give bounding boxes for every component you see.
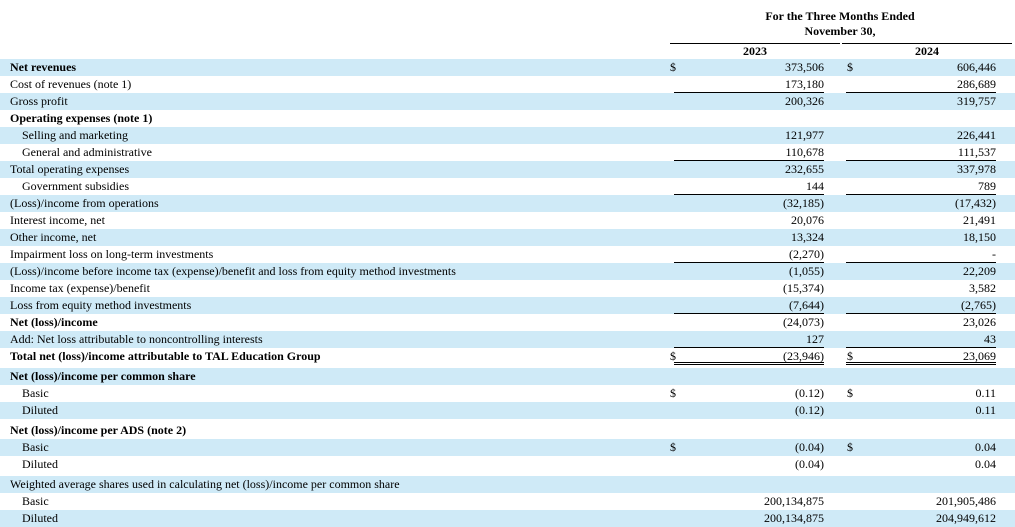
value-2023: (1,055) [789,264,824,278]
table-row [0,212,1015,229]
value-2023: 200,134,875 [764,494,824,508]
table-row [0,348,1015,365]
row-label: (Loss)/income before income tax (expense)/benefit and loss from equity method investments [10,264,456,278]
value-2023 [674,368,824,385]
row-label: Loss from equity method investments [10,298,192,312]
value-2023: 200,326 [785,94,824,108]
row-label: Cost of revenues (note 1) [10,77,132,91]
value-2024: (17,432) [955,196,996,210]
table-row [0,76,1015,93]
value-2024: 23,069 [846,348,996,365]
value-2024: 226,441 [957,128,996,142]
row-label: Diluted [22,511,58,525]
value-2023: (0.04) [795,440,824,454]
row-label: Total net (loss)/income attributable to TAL Education Group [10,349,321,363]
currency-symbol-2023: $ [670,60,676,74]
value-2023: 121,977 [785,128,824,142]
currency-symbol-2024: $ [847,440,853,454]
value-2024: - [846,246,996,263]
table-row [0,144,1015,161]
table-row [0,229,1015,246]
table-row [0,161,1015,178]
year-header-2023: 2023 [670,43,840,58]
value-2023: (0.12) [795,403,824,417]
currency-symbol-2024: $ [847,60,853,74]
value-2024: 0.11 [975,386,996,400]
row-label: Net (loss)/income [10,315,98,329]
value-2024 [846,368,996,385]
value-2024: 43 [846,331,996,348]
header-title-line2: November 30, [804,24,876,38]
value-2024: 201,905,486 [936,494,996,508]
row-label: Basic [22,440,49,454]
currency-symbol-2023: $ [670,386,676,400]
value-2024: 789 [846,178,996,195]
value-2023: (23,946) [674,348,824,365]
table-row [0,422,1015,439]
value-2024: 286,689 [846,76,996,93]
currency-symbol-2023: $ [670,349,676,363]
row-label: Net (loss)/income per common share [10,369,196,383]
value-2023: (7,644) [674,297,824,314]
row-label: Basic [22,386,49,400]
row-label: Diluted [22,403,58,417]
value-2024: 3,582 [969,281,996,295]
currency-symbol-2024: $ [847,349,853,363]
value-2024 [846,422,996,439]
value-2024: 204,949,612 [936,511,996,525]
value-2024: 319,757 [957,94,996,108]
value-2023 [674,422,824,439]
table-row [0,127,1015,144]
value-2023: (24,073) [783,315,824,329]
value-2024: 0.04 [975,440,996,454]
value-2024 [846,110,996,127]
table-row [0,331,1015,348]
value-2023: (15,374) [783,281,824,295]
row-label: Diluted [22,457,58,471]
table-row [0,297,1015,314]
row-label: Selling and marketing [22,128,128,142]
value-2023: 232,655 [785,162,824,176]
table-row [0,93,1015,110]
table-row [0,59,1015,76]
row-label: Net (loss)/income per ADS (note 2) [10,423,187,437]
value-2023: 20,076 [791,213,824,227]
value-2023: 144 [674,178,824,195]
value-2023: 173,180 [674,76,824,93]
value-2024 [846,476,996,493]
row-label: Interest income, net [10,213,105,227]
table-row [0,476,1015,493]
table-row [0,456,1015,473]
value-2024: 18,150 [963,230,996,244]
header-title-line1: For the Three Months Ended [765,9,915,23]
row-label: Weighted average shares used in calculating net (loss)/income per common share [10,477,400,491]
row-label: Operating expenses (note 1) [10,111,153,125]
value-2023: 373,506 [785,60,824,74]
value-2024: (2,765) [846,297,996,314]
value-2023: (0.04) [795,457,824,471]
row-label: Total operating expenses [10,162,130,176]
currency-symbol-2024: $ [847,386,853,400]
table-row [0,246,1015,263]
table-row [0,385,1015,402]
income-statement-table [0,59,1015,527]
table-row [0,493,1015,510]
table-row [0,178,1015,195]
table-row [0,368,1015,385]
value-2024: 21,491 [963,213,996,227]
value-2024: 0.11 [975,403,996,417]
value-2023: 13,324 [791,230,824,244]
row-label: Add: Net loss attributable to noncontrolling interests [10,332,263,346]
value-2024: 111,537 [846,144,996,161]
row-label: Gross profit [10,94,68,108]
table-row [0,195,1015,212]
row-label: Income tax (expense)/benefit [10,281,150,295]
value-2024: 22,209 [963,264,996,278]
row-label: Impairment loss on long-term investments [10,247,214,261]
table-row [0,314,1015,331]
value-2024: 0.04 [975,457,996,471]
column-group-header [670,9,1010,39]
row-label: Other income, net [10,230,97,244]
value-2024: 23,026 [963,315,996,329]
value-2023: 110,678 [674,144,824,161]
value-2023: 127 [674,331,824,348]
table-row [0,263,1015,280]
table-row [0,402,1015,419]
row-label: Net revenues [10,60,77,74]
currency-symbol-2023: $ [670,440,676,454]
row-label: (Loss)/income from operations [10,196,159,210]
value-2023 [674,110,824,127]
year-header-2024: 2024 [842,43,1012,58]
table-row [0,110,1015,127]
value-2023 [674,476,824,493]
row-label: Government subsidies [22,179,129,193]
value-2024: 337,978 [957,162,996,176]
value-2023: (0.12) [795,386,824,400]
value-2023: 200,134,875 [764,511,824,525]
table-row [0,439,1015,456]
value-2023: (32,185) [783,196,824,210]
row-label: Basic [22,494,49,508]
table-row [0,280,1015,297]
row-label: General and administrative [22,145,152,159]
table-row [0,510,1015,527]
value-2024: 606,446 [957,60,996,74]
value-2023: (2,270) [674,246,824,263]
